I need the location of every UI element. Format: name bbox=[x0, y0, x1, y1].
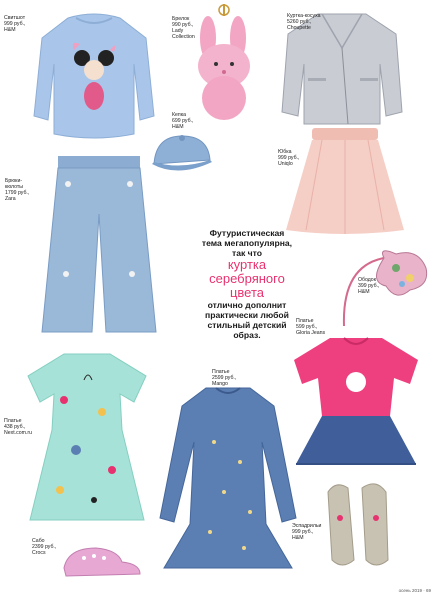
caption-skirt-name: Юбка bbox=[278, 149, 292, 155]
caption-trousers-name-2: кюлоты bbox=[5, 184, 24, 190]
quote-line-2: тема мегапопулярна, bbox=[201, 238, 293, 248]
caption-keychain bbox=[172, 16, 195, 40]
sweatshirt-image bbox=[30, 10, 158, 142]
caption-keychain-price: 990 руб., bbox=[172, 22, 194, 28]
caption-dress-gloria-name: Платье bbox=[296, 318, 314, 324]
caption-dress-next-brand: Next.com.ru bbox=[4, 430, 32, 436]
caption-headband-price: 399 руб., bbox=[358, 283, 380, 289]
caption-clogs-name: Сабо bbox=[32, 538, 45, 544]
caption-sweatshirt-brand: H&M bbox=[4, 27, 16, 33]
caption-espadrilles bbox=[292, 523, 321, 541]
quote-line-7: образ. bbox=[233, 330, 261, 340]
caption-espadrilles-brand: H&M bbox=[292, 535, 304, 541]
caption-dress-mango bbox=[212, 369, 236, 387]
caption-dress-mango-brand: Mango bbox=[212, 381, 228, 387]
caption-headband bbox=[358, 277, 379, 295]
quote-line-4: отлично дополнит bbox=[207, 300, 287, 310]
caption-cap-price: 699 руб., bbox=[172, 118, 194, 124]
caption-dress-next-name: Платье bbox=[4, 418, 22, 424]
cap-image bbox=[148, 130, 216, 180]
quote-line-3: так что bbox=[231, 248, 262, 258]
quote-accent-2: серебряного bbox=[209, 271, 285, 286]
caption-dress-next-price: 438 руб., bbox=[4, 424, 26, 430]
caption-skirt bbox=[278, 149, 299, 167]
caption-jacket-brand: Choupette bbox=[287, 25, 311, 31]
caption-cap-name: Кепка bbox=[172, 112, 186, 118]
page-folio: осень 2019 · 69 bbox=[398, 588, 431, 593]
caption-dress-gloria-brand: Gloria Jeans bbox=[296, 330, 326, 336]
quote-line-6: стильный детский bbox=[207, 320, 287, 330]
quote-accent-3: цвета bbox=[229, 285, 265, 300]
caption-sweatshirt-name: Свитшот bbox=[4, 15, 26, 21]
caption-trousers-brand: Zara bbox=[5, 196, 16, 202]
caption-jacket-name: Куртка-косуха bbox=[287, 13, 321, 19]
caption-dress-gloria bbox=[296, 318, 325, 336]
caption-trousers bbox=[5, 178, 29, 202]
caption-keychain-brand-2: Collection bbox=[172, 34, 195, 40]
caption-dress-gloria-price: 599 руб., bbox=[296, 324, 318, 330]
caption-headband-brand: H&M bbox=[358, 289, 370, 295]
caption-headband-name: Ободок bbox=[358, 277, 376, 283]
editorial-quote bbox=[196, 228, 298, 340]
quote-line-5: практически любой bbox=[205, 310, 289, 320]
caption-trousers-price: 1799 руб., bbox=[5, 190, 30, 196]
espadrilles-image bbox=[322, 478, 396, 570]
caption-keychain-brand: Lady bbox=[172, 28, 184, 34]
caption-clogs-price: 2399 руб., bbox=[32, 544, 57, 550]
clogs-image bbox=[60, 540, 144, 580]
caption-clogs bbox=[32, 538, 56, 556]
caption-keychain-name: Брелок bbox=[172, 16, 190, 22]
quote-line-1: Футуристическая bbox=[209, 228, 285, 238]
dress-gloria-image bbox=[290, 332, 422, 468]
caption-espadrilles-name: Эспадрильи bbox=[292, 523, 322, 529]
caption-cap-brand: H&M bbox=[172, 124, 184, 130]
caption-dress-mango-name: Платье bbox=[212, 369, 230, 375]
caption-espadrilles-price: 999 руб., bbox=[292, 529, 314, 535]
quote-accent-1: куртка bbox=[227, 257, 267, 272]
trousers-image bbox=[40, 154, 158, 338]
headband-image bbox=[338, 246, 432, 338]
caption-jacket bbox=[287, 13, 321, 31]
caption-cap bbox=[172, 112, 193, 130]
caption-skirt-brand: Uniqlo bbox=[278, 161, 293, 167]
caption-skirt-price: 999 руб., bbox=[278, 155, 300, 161]
dress-next-image bbox=[24, 350, 150, 526]
caption-dress-next bbox=[4, 418, 32, 436]
caption-sweatshirt-price: 999 руб., bbox=[4, 21, 26, 27]
caption-dress-mango-price: 2599 руб., bbox=[212, 375, 237, 381]
caption-clogs-brand: Crocs bbox=[32, 550, 46, 556]
dress-mango-image bbox=[154, 382, 302, 572]
skirt-image bbox=[282, 124, 408, 236]
caption-sweatshirt bbox=[4, 15, 25, 33]
caption-trousers-name: Брюки- bbox=[5, 178, 23, 184]
caption-jacket-price: 5260 руб., bbox=[287, 19, 312, 25]
